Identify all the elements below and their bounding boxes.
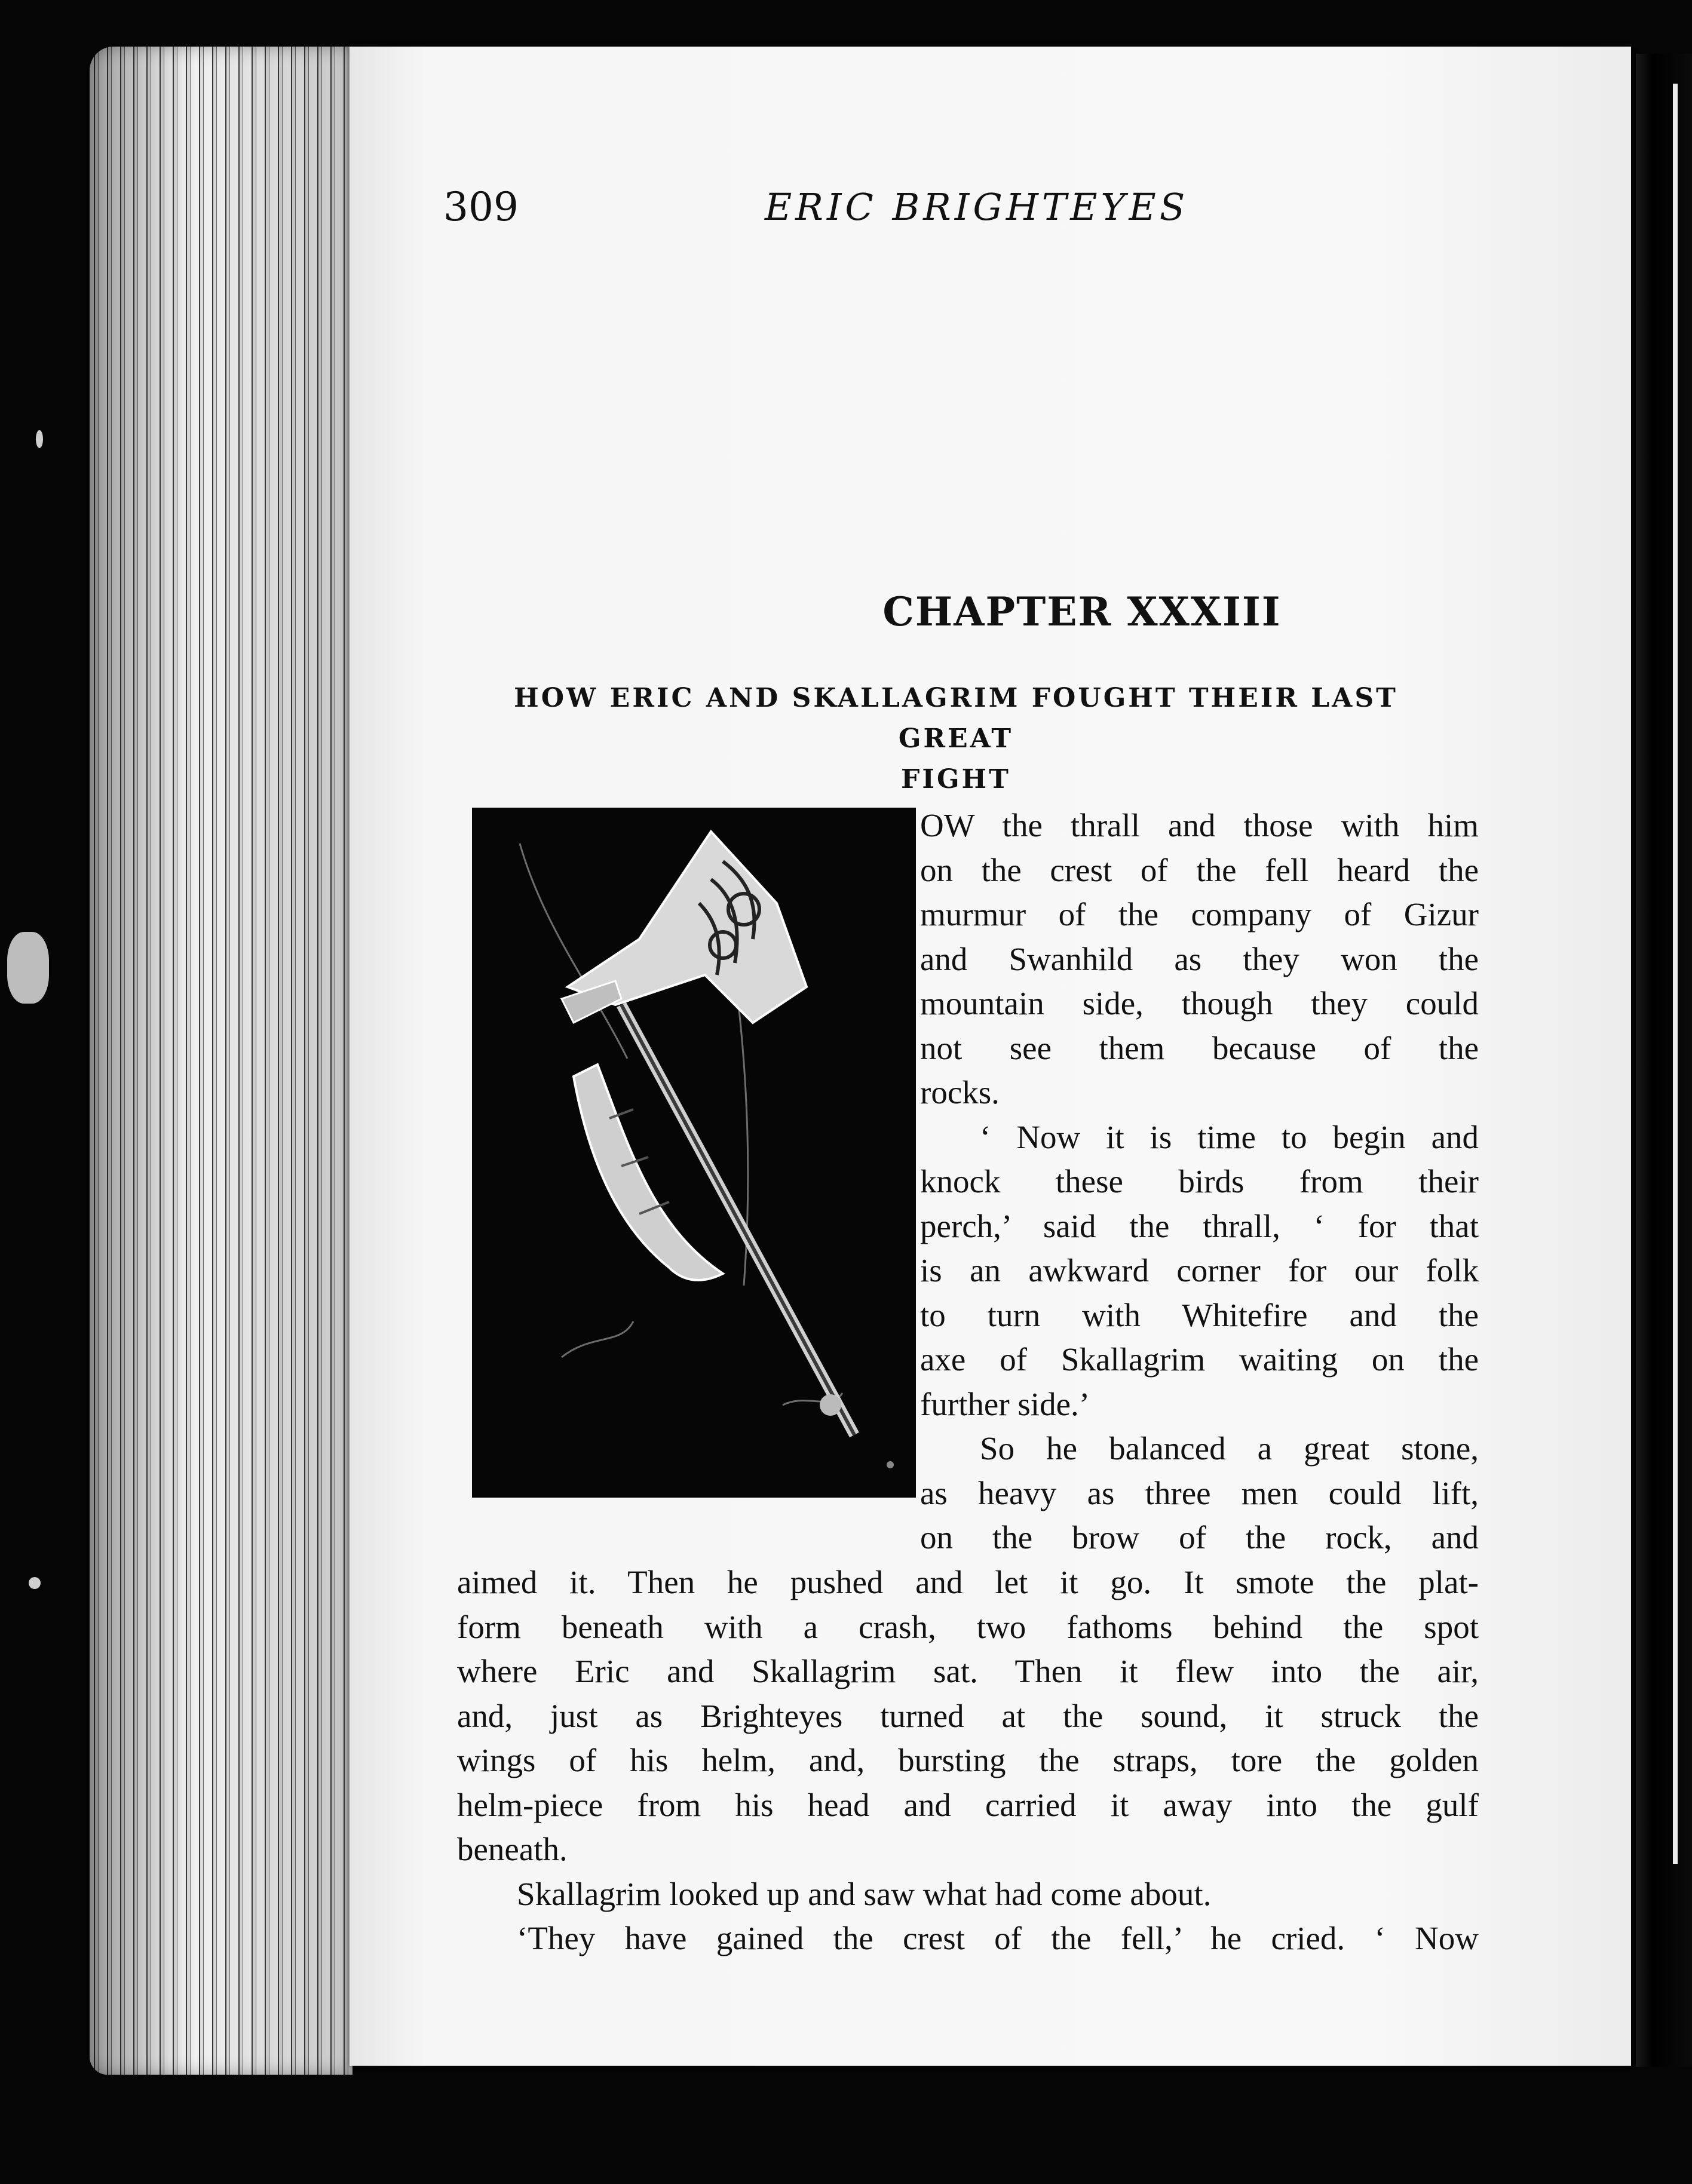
- chapter-heading-text: CHAPTER XXXIII: [882, 588, 1282, 635]
- chapter-subtitle: [466, 678, 1446, 800]
- axe-and-horn-illustration: [472, 808, 916, 1498]
- scan-speck: [36, 430, 43, 448]
- page-edges-shade: [90, 47, 352, 2075]
- text-line: and Swanhild as they won the: [920, 940, 1479, 977]
- text-line: murmur of the company of Gizur: [920, 896, 1479, 933]
- text-line: form beneath with a crash, two fathoms behind the spot: [457, 1608, 1479, 1645]
- text-line: rocks.: [920, 1074, 1000, 1111]
- text-line: mountain side, though they could: [920, 985, 1479, 1022]
- text-line: OW the thrall and those with him: [920, 807, 1479, 843]
- scan-speck: [7, 932, 49, 1004]
- text-line: further side.’: [920, 1385, 1090, 1422]
- text-line: on the brow of the rock, and: [920, 1519, 1479, 1556]
- text-line: axe of Skallagrim waiting on the: [920, 1341, 1479, 1378]
- running-title: ERIC BRIGHTEYES: [765, 185, 1189, 229]
- text-line: aimed it. Then he pushed and let it go. It smote the plat-: [457, 1564, 1479, 1600]
- page-number: 309: [443, 184, 519, 230]
- adjacent-page-edge-line: [1673, 84, 1678, 1864]
- text-line: So he balanced a great stone,: [980, 1430, 1479, 1467]
- text-line: beneath.: [457, 1831, 568, 1867]
- text-line: ‘ Now it is time to begin and: [980, 1118, 1479, 1155]
- text-line: is an awkward corner for our folk: [920, 1252, 1479, 1289]
- text-line: knock these birds from their: [920, 1163, 1479, 1200]
- text-line: perch,’ said the thrall, ‘ for that: [920, 1207, 1479, 1244]
- text-line: to turn with Whitefire and the: [920, 1296, 1479, 1333]
- axe-and-horn-engraving: [472, 808, 916, 1498]
- scan-speck: [29, 1577, 41, 1589]
- text-line: helm-piece from his head and carried it away into the gulf: [457, 1786, 1479, 1823]
- text-line: on the crest of the fell heard the: [920, 851, 1479, 888]
- text-line: ‘They have gained the crest of the fell,’ he cried. ‘ Now: [517, 1920, 1479, 1956]
- adjacent-page-edge: [1636, 54, 1692, 2067]
- text-line: where Eric and Skallagrim sat. Then it flew into the air,: [457, 1653, 1479, 1689]
- text-line: wings of his helm, and, bursting the straps, tore the golden: [457, 1742, 1479, 1778]
- text-line: as heavy as three men could lift,: [920, 1474, 1479, 1511]
- chapter-heading: [0, 588, 1692, 635]
- chapter-subtitle-line: FIGHT: [901, 764, 1011, 795]
- text-line: not see them because of the: [920, 1029, 1479, 1066]
- text-line: and, just as Brighteyes turned at the sound, it struck the: [457, 1697, 1479, 1734]
- chapter-subtitle-line: HOW ERIC AND SKALLAGRIM FOUGHT THEIR LAST GREAT: [514, 683, 1398, 754]
- text-line: Skallagrim looked up and saw what had come about.: [517, 1875, 1212, 1912]
